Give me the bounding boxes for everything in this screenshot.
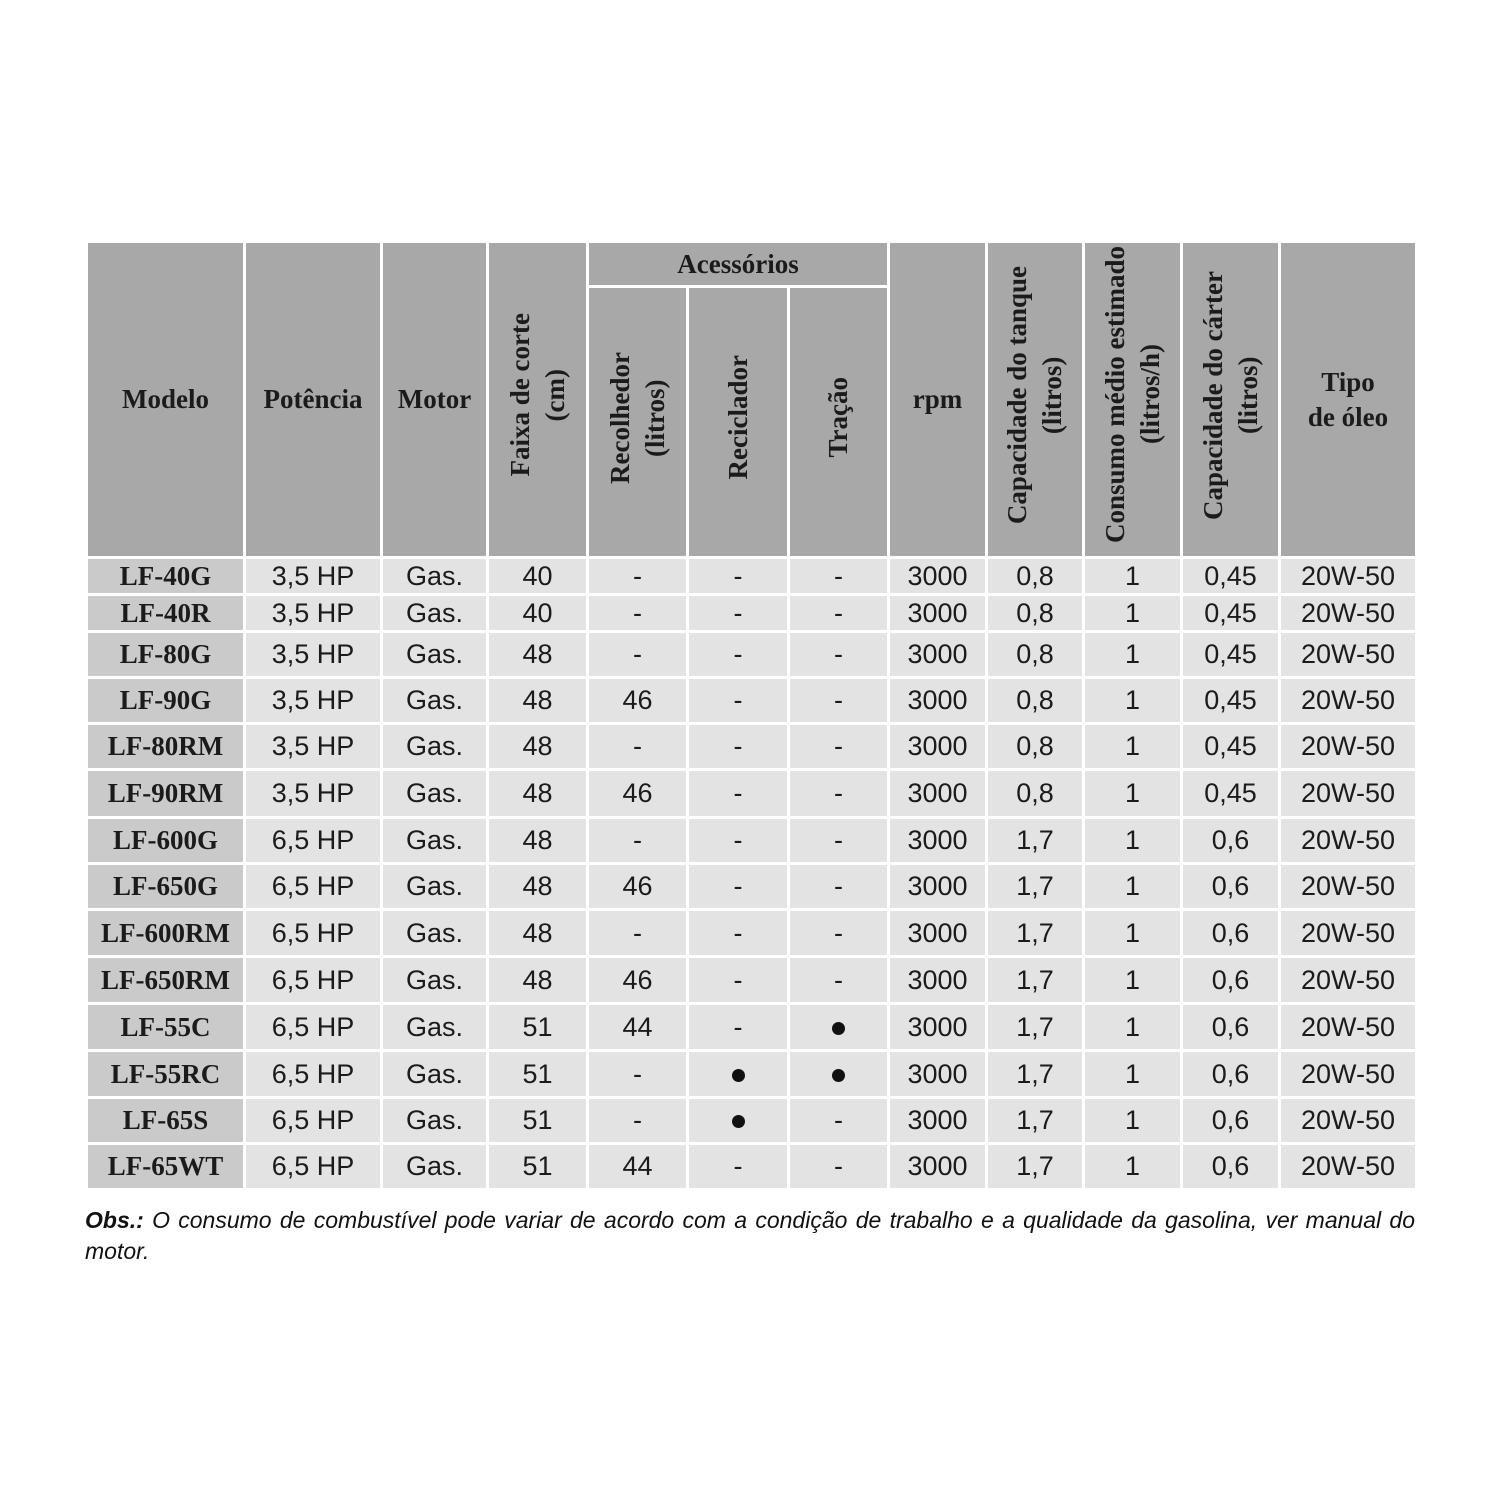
header-carter-line1: Capacidade do cárter — [1197, 270, 1228, 520]
cell-reciclador: - — [688, 678, 789, 724]
cell-motor: Gas. — [382, 910, 488, 957]
table-row — [87, 957, 1417, 1004]
table-row — [87, 818, 1417, 864]
header-motor: Motor — [382, 242, 488, 558]
header-faixa-line1: Faixa de corte — [504, 313, 535, 477]
cell-rpm: 3000 — [889, 1144, 987, 1190]
header-acessorios: Acessórios — [588, 242, 889, 287]
spec-table — [85, 240, 1418, 1191]
cell-carter: 0,6 — [1182, 1051, 1280, 1098]
observation-label: Obs.: — [85, 1207, 144, 1233]
cell-tanque: 0,8 — [987, 724, 1084, 770]
cell-reciclador: - — [688, 770, 789, 818]
cell-modelo: LF-600RM — [87, 910, 245, 957]
cell-recolhedor: - — [588, 1051, 688, 1098]
cell-tracao: - — [789, 770, 889, 818]
cell-tanque: 0,8 — [987, 632, 1084, 678]
cell-faixa: 48 — [488, 864, 588, 910]
cell-faixa: 48 — [488, 957, 588, 1004]
bullet-dot-icon — [732, 1069, 745, 1082]
cell-tanque: 0,8 — [987, 558, 1084, 595]
cell-recolhedor: 46 — [588, 957, 688, 1004]
cell-oleo: 20W-50 — [1280, 678, 1417, 724]
cell-faixa: 51 — [488, 1098, 588, 1144]
cell-carter: 0,45 — [1182, 678, 1280, 724]
cell-potencia: 6,5 HP — [245, 1098, 382, 1144]
cell-faixa: 48 — [488, 632, 588, 678]
cell-consumo: 1 — [1084, 1098, 1182, 1144]
cell-potencia: 6,5 HP — [245, 818, 382, 864]
cell-potencia: 3,5 HP — [245, 558, 382, 595]
cell-potencia: 6,5 HP — [245, 1004, 382, 1051]
header-tipo-de-oleo — [1280, 242, 1417, 558]
cell-modelo: LF-55RC — [87, 1051, 245, 1098]
cell-oleo: 20W-50 — [1280, 1144, 1417, 1190]
header-capacidade-tanque — [987, 242, 1084, 558]
cell-reciclador — [688, 1098, 789, 1144]
header-capacidade-carter — [1182, 242, 1280, 558]
cell-faixa: 51 — [488, 1004, 588, 1051]
cell-faixa: 51 — [488, 1051, 588, 1098]
header-tracao — [789, 287, 889, 558]
cell-recolhedor: 44 — [588, 1144, 688, 1190]
cell-consumo: 1 — [1084, 770, 1182, 818]
cell-carter: 0,45 — [1182, 595, 1280, 632]
header-oleo-line2: de óleo — [1307, 401, 1389, 432]
cell-tanque: 0,8 — [987, 678, 1084, 724]
header-reciclador-label: Reciclador — [722, 355, 753, 480]
cell-recolhedor: - — [588, 595, 688, 632]
cell-oleo: 20W-50 — [1280, 864, 1417, 910]
cell-rpm: 3000 — [889, 818, 987, 864]
cell-oleo: 20W-50 — [1280, 595, 1417, 632]
cell-motor: Gas. — [382, 724, 488, 770]
cell-potencia: 3,5 HP — [245, 770, 382, 818]
header-consumo-line2: (litros/h) — [1134, 345, 1165, 445]
cell-potencia: 3,5 HP — [245, 724, 382, 770]
header-faixa-de-corte — [488, 242, 588, 558]
cell-carter: 0,45 — [1182, 724, 1280, 770]
cell-oleo: 20W-50 — [1280, 1098, 1417, 1144]
header-consumo-medio — [1084, 242, 1182, 558]
cell-oleo: 20W-50 — [1280, 818, 1417, 864]
cell-tracao: - — [789, 595, 889, 632]
cell-faixa: 51 — [488, 1144, 588, 1190]
header-potencia: Potência — [245, 242, 382, 558]
cell-tanque: 1,7 — [987, 1051, 1084, 1098]
cell-modelo: LF-650RM — [87, 957, 245, 1004]
table-row — [87, 1051, 1417, 1098]
cell-potencia: 3,5 HP — [245, 595, 382, 632]
observation-note — [85, 1205, 1415, 1267]
header-reciclador — [688, 287, 789, 558]
cell-oleo: 20W-50 — [1280, 1051, 1417, 1098]
cell-motor: Gas. — [382, 957, 488, 1004]
table-row — [87, 910, 1417, 957]
cell-rpm: 3000 — [889, 558, 987, 595]
cell-reciclador: - — [688, 864, 789, 910]
cell-rpm: 3000 — [889, 632, 987, 678]
cell-tracao: - — [789, 818, 889, 864]
cell-modelo: LF-80G — [87, 632, 245, 678]
table-row — [87, 770, 1417, 818]
cell-recolhedor: - — [588, 910, 688, 957]
cell-recolhedor: 44 — [588, 1004, 688, 1051]
cell-carter: 0,6 — [1182, 1098, 1280, 1144]
cell-tracao: - — [789, 632, 889, 678]
cell-faixa: 48 — [488, 678, 588, 724]
cell-oleo: 20W-50 — [1280, 632, 1417, 678]
table-row — [87, 632, 1417, 678]
header-consumo-line1: Consumo médio estimado — [1099, 246, 1130, 544]
cell-tracao: - — [789, 1098, 889, 1144]
cell-reciclador: - — [688, 1144, 789, 1190]
cell-tanque: 1,7 — [987, 957, 1084, 1004]
cell-carter: 0,45 — [1182, 770, 1280, 818]
cell-tanque: 1,7 — [987, 1098, 1084, 1144]
cell-reciclador: - — [688, 724, 789, 770]
cell-recolhedor: 46 — [588, 770, 688, 818]
cell-tanque: 1,7 — [987, 864, 1084, 910]
cell-motor: Gas. — [382, 770, 488, 818]
cell-motor: Gas. — [382, 1051, 488, 1098]
table-row — [87, 1004, 1417, 1051]
cell-consumo: 1 — [1084, 1144, 1182, 1190]
cell-potencia: 6,5 HP — [245, 910, 382, 957]
cell-consumo: 1 — [1084, 678, 1182, 724]
cell-motor: Gas. — [382, 632, 488, 678]
cell-motor: Gas. — [382, 558, 488, 595]
cell-oleo: 20W-50 — [1280, 957, 1417, 1004]
cell-recolhedor: 46 — [588, 678, 688, 724]
cell-modelo: LF-90G — [87, 678, 245, 724]
cell-modelo: LF-80RM — [87, 724, 245, 770]
cell-rpm: 3000 — [889, 910, 987, 957]
table-row — [87, 724, 1417, 770]
cell-rpm: 3000 — [889, 864, 987, 910]
bullet-dot-icon — [832, 1069, 845, 1082]
header-tanque-line2: (litros) — [1037, 356, 1068, 434]
cell-faixa: 40 — [488, 558, 588, 595]
header-carter-line2: (litros) — [1232, 356, 1263, 434]
cell-recolhedor: 46 — [588, 864, 688, 910]
cell-rpm: 3000 — [889, 1051, 987, 1098]
cell-oleo: 20W-50 — [1280, 724, 1417, 770]
cell-motor: Gas. — [382, 1098, 488, 1144]
table-row — [87, 1144, 1417, 1190]
cell-modelo: LF-65S — [87, 1098, 245, 1144]
header-modelo: Modelo — [87, 242, 245, 558]
cell-consumo: 1 — [1084, 724, 1182, 770]
cell-tracao: - — [789, 910, 889, 957]
table-row — [87, 864, 1417, 910]
cell-tracao: - — [789, 678, 889, 724]
cell-tracao: - — [789, 864, 889, 910]
cell-rpm: 3000 — [889, 1098, 987, 1144]
cell-recolhedor: - — [588, 558, 688, 595]
cell-recolhedor: - — [588, 724, 688, 770]
cell-tracao — [789, 1051, 889, 1098]
bullet-dot-icon — [732, 1115, 745, 1128]
cell-consumo: 1 — [1084, 595, 1182, 632]
cell-rpm: 3000 — [889, 1004, 987, 1051]
cell-consumo: 1 — [1084, 632, 1182, 678]
observation-text: O consumo de combustível pode variar de acordo com a condição de trabalho e a qualidade da gasolina, ver manual do motor. — [85, 1207, 1415, 1264]
cell-consumo: 1 — [1084, 864, 1182, 910]
cell-carter: 0,45 — [1182, 632, 1280, 678]
cell-tracao: - — [789, 558, 889, 595]
cell-motor: Gas. — [382, 1144, 488, 1190]
cell-tanque: 1,7 — [987, 1144, 1084, 1190]
cell-consumo: 1 — [1084, 1051, 1182, 1098]
cell-reciclador: - — [688, 910, 789, 957]
cell-reciclador: - — [688, 957, 789, 1004]
cell-tanque: 0,8 — [987, 595, 1084, 632]
cell-oleo: 20W-50 — [1280, 558, 1417, 595]
cell-potencia: 6,5 HP — [245, 1144, 382, 1190]
cell-carter: 0,6 — [1182, 1144, 1280, 1190]
cell-modelo: LF-40G — [87, 558, 245, 595]
cell-rpm: 3000 — [889, 770, 987, 818]
cell-consumo: 1 — [1084, 558, 1182, 595]
cell-faixa: 48 — [488, 818, 588, 864]
cell-tracao — [789, 1004, 889, 1051]
cell-faixa: 48 — [488, 724, 588, 770]
cell-oleo: 20W-50 — [1280, 1004, 1417, 1051]
cell-motor: Gas. — [382, 678, 488, 724]
table-row — [87, 678, 1417, 724]
cell-tanque: 1,7 — [987, 818, 1084, 864]
cell-consumo: 1 — [1084, 957, 1182, 1004]
header-rpm: rpm — [889, 242, 987, 558]
cell-motor: Gas. — [382, 818, 488, 864]
cell-recolhedor: - — [588, 632, 688, 678]
cell-consumo: 1 — [1084, 910, 1182, 957]
cell-faixa: 40 — [488, 595, 588, 632]
cell-consumo: 1 — [1084, 1004, 1182, 1051]
header-recolhedor-line2: (litros) — [639, 378, 670, 457]
cell-modelo: LF-650G — [87, 864, 245, 910]
cell-oleo: 20W-50 — [1280, 770, 1417, 818]
cell-rpm: 3000 — [889, 724, 987, 770]
cell-modelo: LF-600G — [87, 818, 245, 864]
cell-faixa: 48 — [488, 770, 588, 818]
header-recolhedor-line1: Recolhedor — [604, 351, 635, 484]
header-recolhedor — [588, 287, 688, 558]
cell-faixa: 48 — [488, 910, 588, 957]
cell-recolhedor: - — [588, 1098, 688, 1144]
cell-reciclador: - — [688, 558, 789, 595]
table-body — [87, 558, 1417, 1190]
cell-tanque: 1,7 — [987, 910, 1084, 957]
header-tracao-label: Tração — [823, 377, 854, 458]
cell-potencia: 3,5 HP — [245, 632, 382, 678]
cell-tanque: 1,7 — [987, 1004, 1084, 1051]
cell-carter: 0,6 — [1182, 864, 1280, 910]
cell-reciclador: - — [688, 595, 789, 632]
header-oleo-line1: Tipo — [1321, 366, 1375, 397]
cell-modelo: LF-65WT — [87, 1144, 245, 1190]
cell-carter: 0,45 — [1182, 558, 1280, 595]
table-row — [87, 595, 1417, 632]
cell-reciclador: - — [688, 1004, 789, 1051]
cell-modelo: LF-55C — [87, 1004, 245, 1051]
cell-reciclador: - — [688, 818, 789, 864]
cell-carter: 0,6 — [1182, 910, 1280, 957]
cell-rpm: 3000 — [889, 595, 987, 632]
cell-tanque: 0,8 — [987, 770, 1084, 818]
bullet-dot-icon — [832, 1022, 845, 1035]
header-faixa-line2: (cm) — [539, 368, 570, 422]
cell-potencia: 3,5 HP — [245, 678, 382, 724]
cell-reciclador — [688, 1051, 789, 1098]
cell-tracao: - — [789, 1144, 889, 1190]
cell-tracao: - — [789, 957, 889, 1004]
cell-carter: 0,6 — [1182, 818, 1280, 864]
cell-carter: 0,6 — [1182, 957, 1280, 1004]
cell-motor: Gas. — [382, 595, 488, 632]
cell-carter: 0,6 — [1182, 1004, 1280, 1051]
cell-rpm: 3000 — [889, 678, 987, 724]
cell-tracao: - — [789, 724, 889, 770]
cell-potencia: 6,5 HP — [245, 864, 382, 910]
cell-potencia: 6,5 HP — [245, 957, 382, 1004]
cell-consumo: 1 — [1084, 818, 1182, 864]
cell-motor: Gas. — [382, 1004, 488, 1051]
cell-motor: Gas. — [382, 864, 488, 910]
table-header — [87, 242, 1417, 558]
cell-rpm: 3000 — [889, 957, 987, 1004]
cell-recolhedor: - — [588, 818, 688, 864]
cell-oleo: 20W-50 — [1280, 910, 1417, 957]
cell-potencia: 6,5 HP — [245, 1051, 382, 1098]
cell-reciclador: - — [688, 632, 789, 678]
header-tanque-line1: Capacidade do tanque — [1002, 265, 1033, 525]
table-row — [87, 558, 1417, 595]
cell-modelo: LF-90RM — [87, 770, 245, 818]
cell-modelo: LF-40R — [87, 595, 245, 632]
table-row — [87, 1098, 1417, 1144]
